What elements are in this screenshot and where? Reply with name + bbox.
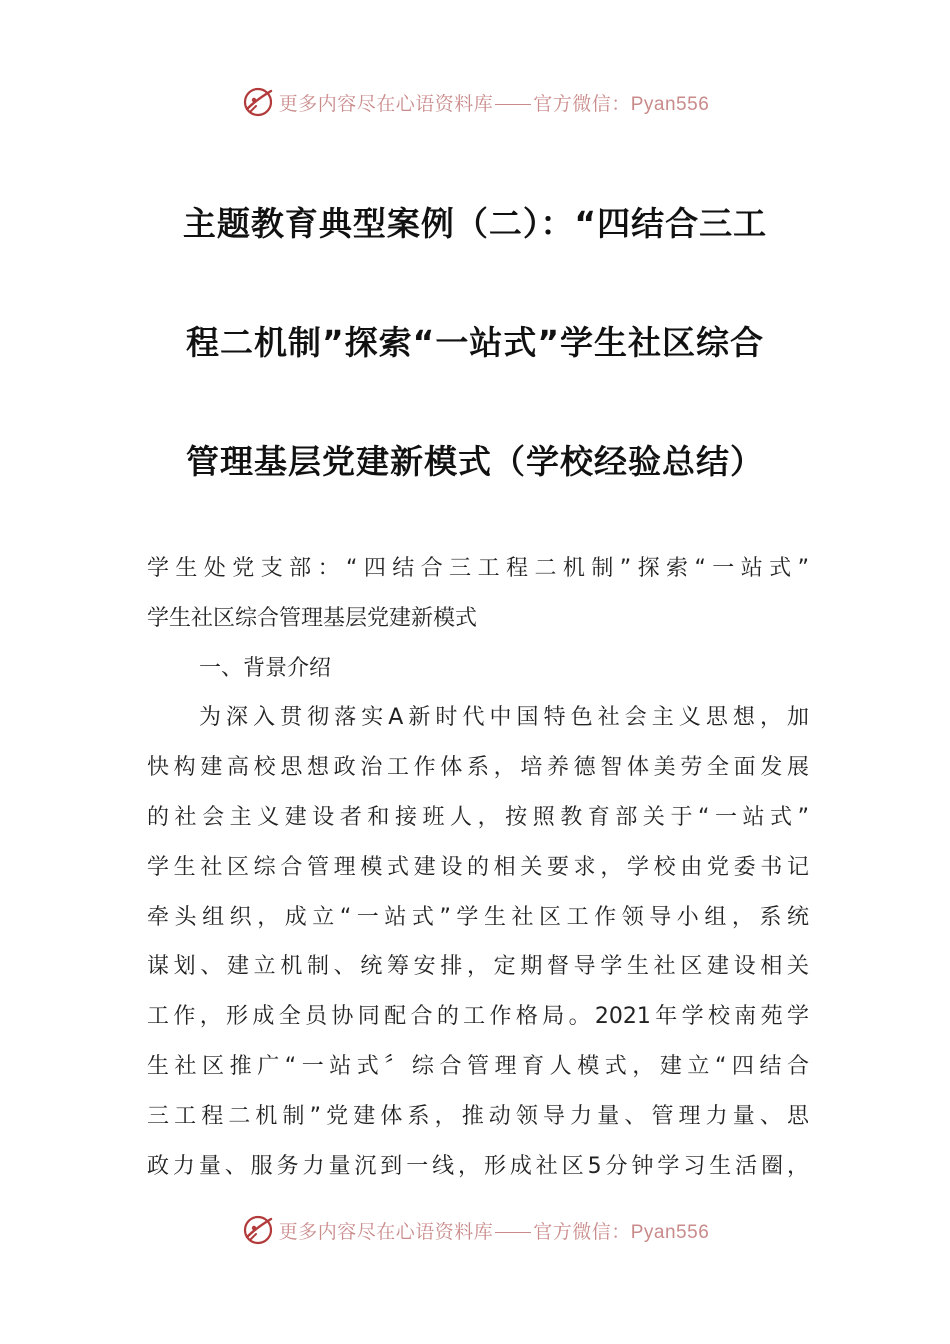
body-line: 快构建高校思想政治工作体系，培养德智体美劳全面发展 [147, 755, 809, 781]
title-line: 主题教育典型案例（二）：“四结合三工 [182, 204, 768, 243]
watermark-dash [495, 1232, 531, 1233]
section-heading: 一、背景介绍 [199, 655, 332, 681]
watermark-brand: 更多内容尽在心语资料库 [278, 1220, 494, 1243]
body-line: 学生社区综合管理模式建设的相关要求，学校由党委书记 [147, 854, 809, 880]
body-line: 生社区推广“一站式〞综合管理育人模式，建立“四结合 [147, 1053, 809, 1079]
body-line: 政力量、服务力量沉到一线，形成社区5分钟学习生活圈， [147, 1153, 809, 1179]
body-line: 学生处党支部：“四结合三工程二机制”探索“一站式” [147, 556, 809, 581]
watermark-brand: 更多内容尽在心语资料库 [278, 92, 494, 115]
body-line: 工作，形成全员协同配合的工作格局。2021年学校南苑学 [147, 1004, 809, 1030]
body-line: 牵头组织，成立“一站式”学生社区工作领导小组，系统 [147, 904, 809, 930]
watermark-dash [495, 104, 531, 105]
watermark-suffix: 官方微信： [533, 1220, 631, 1243]
watermark-suffix: 官方微信： [533, 92, 631, 115]
body-line: 为深入贯彻落实A新时代中国特色社会主义思想，加 [199, 705, 809, 731]
body-line: 三工程二机制”党建体系，推动领导力量、管理力量、思 [147, 1103, 809, 1129]
watermark-wechat: Pyan556 [630, 1221, 710, 1243]
pen-logo-icon [241, 85, 275, 119]
body-line: 的社会主义建设者和接班人，按照教育部关于“一站式” [147, 804, 809, 830]
document-body [147, 544, 809, 1191]
watermark-text [279, 89, 710, 116]
pen-logo-icon [241, 1213, 275, 1247]
header-watermark [0, 84, 950, 120]
watermark-wechat: Pyan556 [630, 93, 710, 115]
title-line: 程二机制”探索“一站式”学生社区综合 [185, 323, 765, 362]
document-title [140, 164, 810, 521]
body-line: 学生社区综合管理基层党建新模式 [147, 605, 478, 631]
body-line: 谋划、建立机制、统筹安排，定期督导学生社区建设相关 [147, 954, 809, 980]
title-line: 管理基层党建新模式（学校经验总结） [186, 442, 764, 481]
footer-watermark [0, 1212, 950, 1248]
watermark-text [279, 1217, 710, 1244]
